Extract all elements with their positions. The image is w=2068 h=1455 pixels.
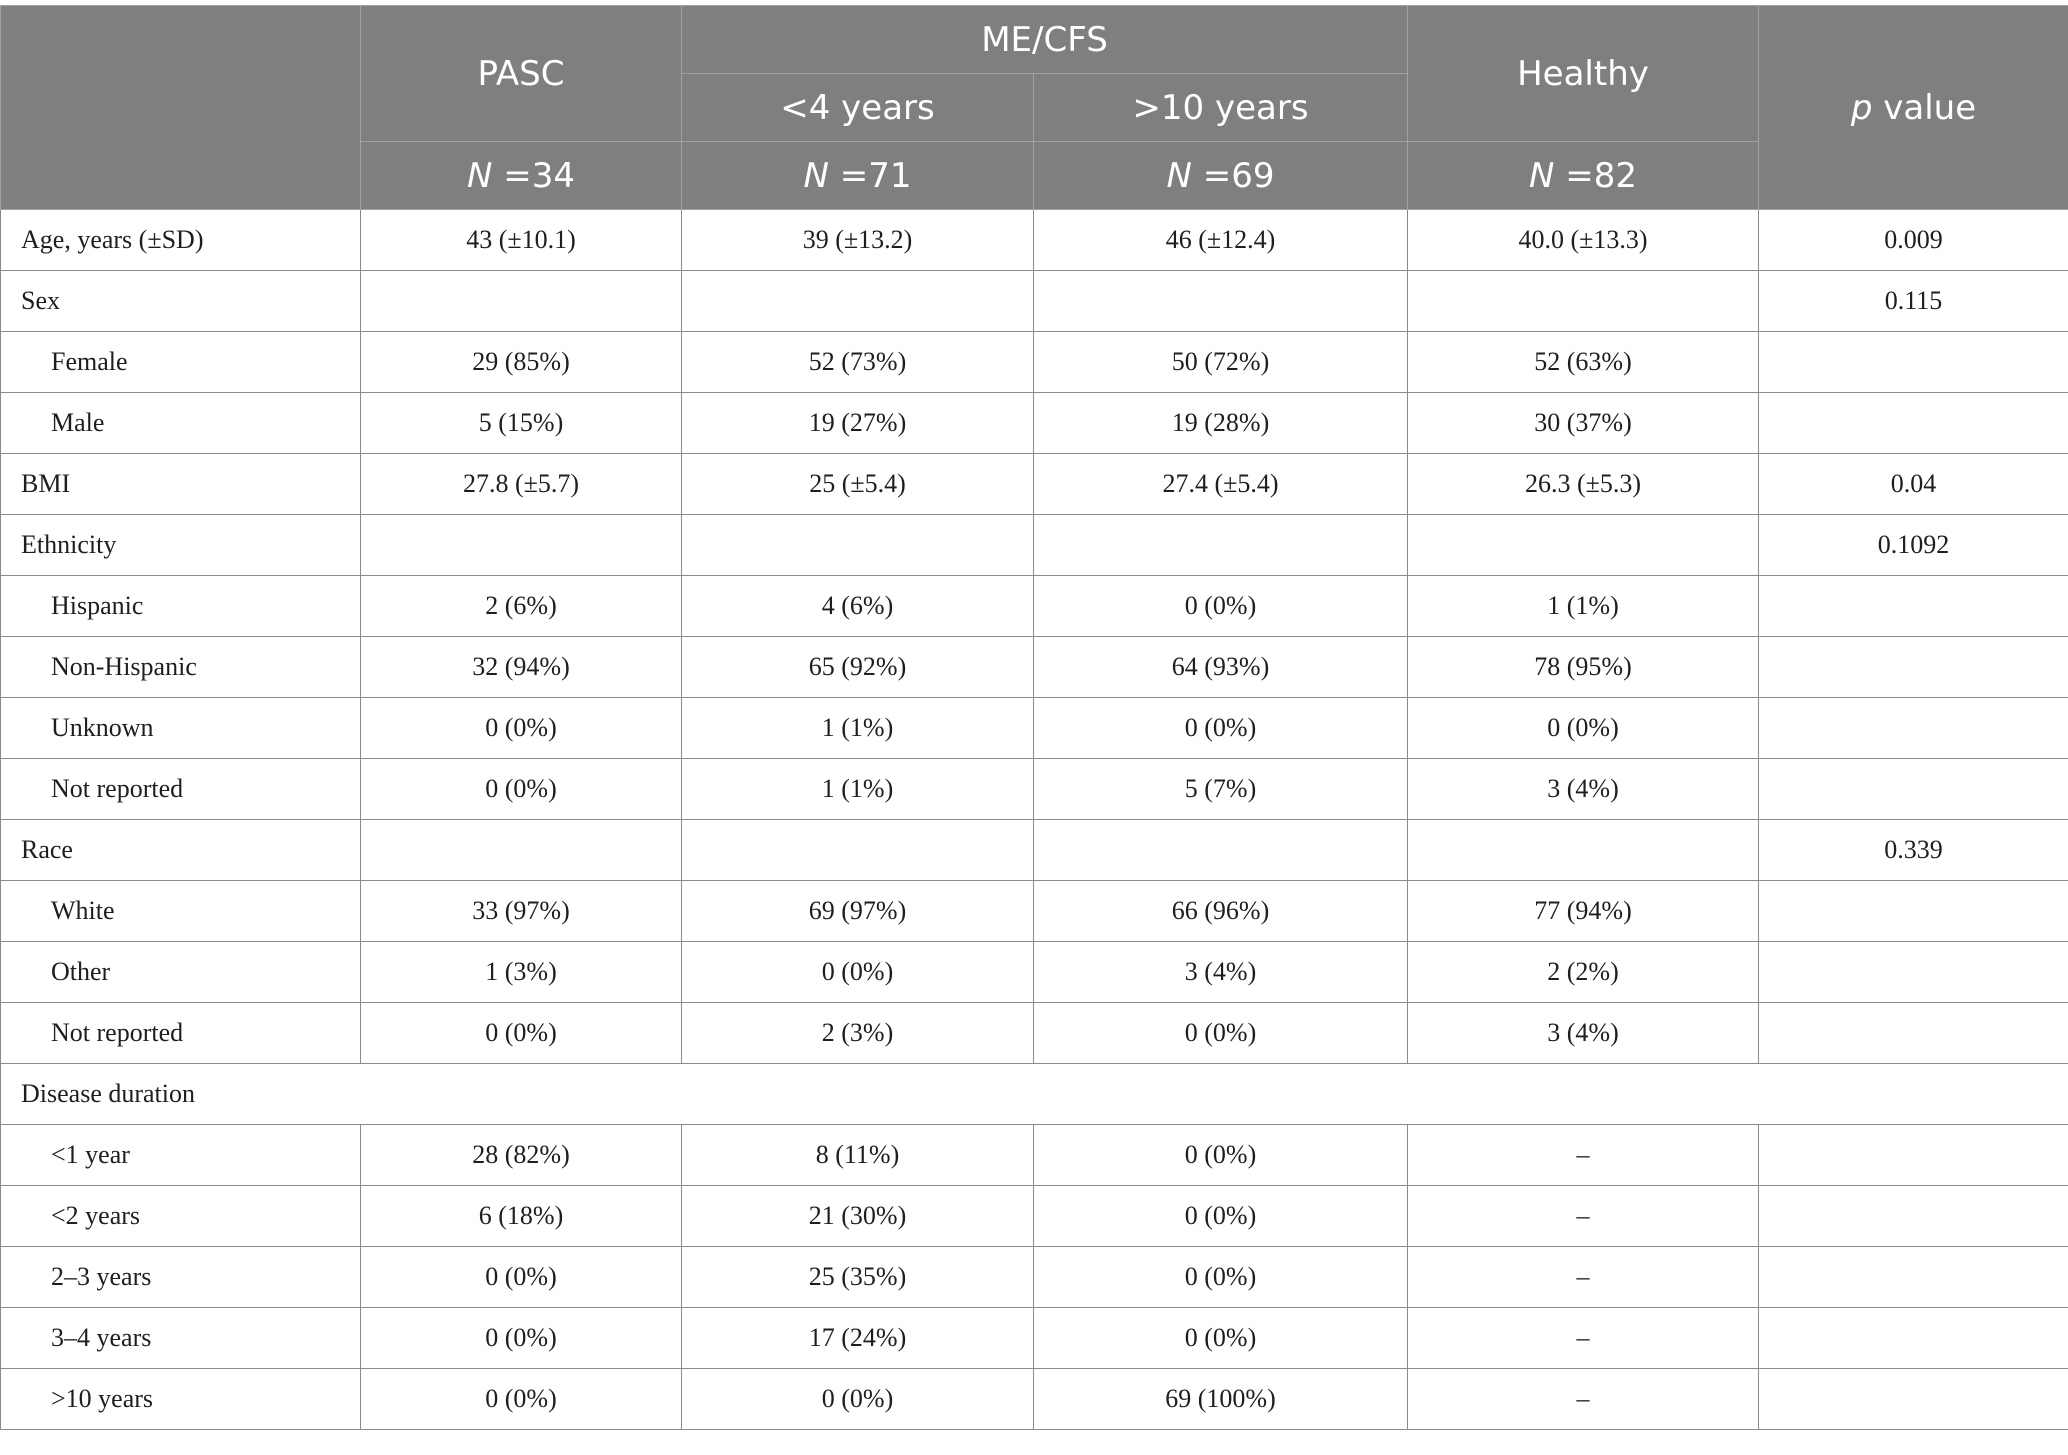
cell-pasc	[361, 820, 682, 881]
cell-p-value	[1759, 881, 2068, 942]
cell-pasc: 27.8 (±5.7)	[361, 454, 682, 515]
header-pasc: PASC	[361, 6, 682, 142]
cell-mecfs-short: 4 (6%)	[682, 576, 1034, 637]
cell-pasc: 0 (0%)	[361, 1003, 682, 1064]
n-value: =71	[828, 155, 912, 196]
cell-mecfs-short: 17 (24%)	[682, 1308, 1034, 1369]
cell-pasc: 0 (0%)	[361, 1369, 682, 1430]
cell-p-value	[1759, 393, 2068, 454]
cell-mecfs-short: 0 (0%)	[682, 942, 1034, 1003]
cell-mecfs-short: 25 (±5.4)	[682, 454, 1034, 515]
cell-mecfs-long: 27.4 (±5.4)	[1034, 454, 1408, 515]
cell-pasc: 32 (94%)	[361, 637, 682, 698]
cell-healthy	[1408, 820, 1759, 881]
section-label-disease-duration: Disease duration	[1, 1064, 2068, 1125]
cell-mecfs-short: 0 (0%)	[682, 1369, 1034, 1430]
cell-p-value: 0.009	[1759, 210, 2068, 271]
table-row	[1, 820, 2068, 881]
cell-p-value	[1759, 942, 2068, 1003]
table-row	[1, 637, 2068, 698]
cell-healthy	[1408, 515, 1759, 576]
cell-pasc: 43 (±10.1)	[361, 210, 682, 271]
table-row	[1, 1369, 2068, 1430]
demographics-table	[0, 5, 2068, 1430]
cell-p-value	[1759, 759, 2068, 820]
cell-mecfs-long: 0 (0%)	[1034, 1003, 1408, 1064]
cell-p-value	[1759, 576, 2068, 637]
cell-mecfs-short: 69 (97%)	[682, 881, 1034, 942]
row-label: BMI	[1, 454, 361, 515]
cell-pasc: 0 (0%)	[361, 1247, 682, 1308]
cell-p-value	[1759, 1186, 2068, 1247]
cell-healthy: 1 (1%)	[1408, 576, 1759, 637]
row-label: Race	[1, 820, 361, 881]
cell-mecfs-long: 0 (0%)	[1034, 1125, 1408, 1186]
row-label: Male	[1, 393, 361, 454]
cell-mecfs-long: 66 (96%)	[1034, 881, 1408, 942]
row-label: Not reported	[1, 1003, 361, 1064]
cell-healthy: 40.0 (±13.3)	[1408, 210, 1759, 271]
cell-p-value	[1759, 1369, 2068, 1430]
row-label: Non-Hispanic	[1, 637, 361, 698]
cell-healthy: 2 (2%)	[1408, 942, 1759, 1003]
cell-pasc: 0 (0%)	[361, 698, 682, 759]
header-mecfs: ME/CFS	[682, 6, 1408, 74]
cell-mecfs-long	[1034, 271, 1408, 332]
table-row	[1, 515, 2068, 576]
row-label: Unknown	[1, 698, 361, 759]
cell-p-value	[1759, 1247, 2068, 1308]
table-row	[1, 332, 2068, 393]
header-mecfs-long: >10 years	[1034, 74, 1408, 142]
cell-mecfs-short	[682, 271, 1034, 332]
cell-pasc: 6 (18%)	[361, 1186, 682, 1247]
cell-healthy: –	[1408, 1247, 1759, 1308]
cell-healthy: –	[1408, 1369, 1759, 1430]
cell-mecfs-short: 25 (35%)	[682, 1247, 1034, 1308]
header-n-pasc	[361, 142, 682, 210]
cell-p-value: 0.04	[1759, 454, 2068, 515]
cell-p-value	[1759, 698, 2068, 759]
cell-healthy: –	[1408, 1125, 1759, 1186]
cell-mecfs-short: 1 (1%)	[682, 698, 1034, 759]
cell-pasc	[361, 271, 682, 332]
row-label: >10 years	[1, 1369, 361, 1430]
header-blank-cell	[1, 6, 361, 210]
cell-mecfs-long: 0 (0%)	[1034, 1247, 1408, 1308]
header-n-short	[682, 142, 1034, 210]
cell-p-value	[1759, 637, 2068, 698]
cell-pasc: 0 (0%)	[361, 759, 682, 820]
table-header	[1, 6, 2068, 210]
row-label: 2–3 years	[1, 1247, 361, 1308]
n-value: =82	[1554, 155, 1637, 196]
cell-mecfs-long: 0 (0%)	[1034, 698, 1408, 759]
table-row	[1, 454, 2068, 515]
cell-mecfs-short: 19 (27%)	[682, 393, 1034, 454]
cell-mecfs-long: 5 (7%)	[1034, 759, 1408, 820]
cell-pasc: 0 (0%)	[361, 1308, 682, 1369]
n-letter: N	[1166, 155, 1192, 196]
table-row	[1, 1064, 2068, 1125]
cell-mecfs-short: 1 (1%)	[682, 759, 1034, 820]
table-row	[1, 393, 2068, 454]
table-row	[1, 210, 2068, 271]
table-row	[1, 881, 2068, 942]
cell-p-value: 0.1092	[1759, 515, 2068, 576]
table-row	[1, 1247, 2068, 1308]
cell-mecfs-short	[682, 515, 1034, 576]
cell-mecfs-long: 0 (0%)	[1034, 1186, 1408, 1247]
n-letter: N	[467, 155, 493, 196]
cell-pasc	[361, 515, 682, 576]
table-row	[1, 1186, 2068, 1247]
cell-p-value	[1759, 1003, 2068, 1064]
table-body	[1, 210, 2068, 1430]
table-row	[1, 759, 2068, 820]
header-n-healthy	[1408, 142, 1759, 210]
cell-mecfs-long: 69 (100%)	[1034, 1369, 1408, 1430]
table-row	[1, 271, 2068, 332]
n-letter: N	[803, 155, 829, 196]
row-label: Sex	[1, 271, 361, 332]
cell-p-value: 0.339	[1759, 820, 2068, 881]
cell-healthy: 30 (37%)	[1408, 393, 1759, 454]
cell-mecfs-short: 65 (92%)	[682, 637, 1034, 698]
row-label: Other	[1, 942, 361, 1003]
table-row	[1, 942, 2068, 1003]
cell-healthy: 26.3 (±5.3)	[1408, 454, 1759, 515]
p-letter: p	[1850, 87, 1873, 128]
row-label: 3–4 years	[1, 1308, 361, 1369]
table-row	[1, 1308, 2068, 1369]
cell-p-value	[1759, 1125, 2068, 1186]
value-word: value	[1872, 87, 1977, 128]
cell-p-value	[1759, 332, 2068, 393]
cell-healthy: 78 (95%)	[1408, 637, 1759, 698]
n-value: =69	[1191, 155, 1275, 196]
header-mecfs-short: <4 years	[682, 74, 1034, 142]
cell-healthy: 0 (0%)	[1408, 698, 1759, 759]
cell-mecfs-long: 46 (±12.4)	[1034, 210, 1408, 271]
cell-healthy: 3 (4%)	[1408, 1003, 1759, 1064]
cell-p-value	[1759, 1308, 2068, 1369]
cell-mecfs-long: 3 (4%)	[1034, 942, 1408, 1003]
header-healthy: Healthy	[1408, 6, 1759, 142]
table-row	[1, 1003, 2068, 1064]
row-label: Not reported	[1, 759, 361, 820]
n-letter: N	[1529, 155, 1555, 196]
cell-mecfs-short: 2 (3%)	[682, 1003, 1034, 1064]
cell-mecfs-long	[1034, 515, 1408, 576]
cell-mecfs-short: 52 (73%)	[682, 332, 1034, 393]
cell-healthy: –	[1408, 1186, 1759, 1247]
header-p-value	[1759, 6, 2068, 210]
row-label: <1 year	[1, 1125, 361, 1186]
cell-healthy: 3 (4%)	[1408, 759, 1759, 820]
cell-healthy: 77 (94%)	[1408, 881, 1759, 942]
cell-mecfs-long: 0 (0%)	[1034, 576, 1408, 637]
table-row	[1, 576, 2068, 637]
table-row	[1, 698, 2068, 759]
row-label: Female	[1, 332, 361, 393]
row-label: Ethnicity	[1, 515, 361, 576]
cell-pasc: 2 (6%)	[361, 576, 682, 637]
row-label: White	[1, 881, 361, 942]
cell-mecfs-long: 19 (28%)	[1034, 393, 1408, 454]
cell-mecfs-long: 0 (0%)	[1034, 1308, 1408, 1369]
n-value: =34	[492, 155, 575, 196]
cell-healthy: –	[1408, 1308, 1759, 1369]
cell-pasc: 28 (82%)	[361, 1125, 682, 1186]
row-label: Hispanic	[1, 576, 361, 637]
row-label: Age, years (±SD)	[1, 210, 361, 271]
cell-mecfs-short: 39 (±13.2)	[682, 210, 1034, 271]
cell-p-value: 0.115	[1759, 271, 2068, 332]
row-label: <2 years	[1, 1186, 361, 1247]
cell-pasc: 29 (85%)	[361, 332, 682, 393]
cell-mecfs-short	[682, 820, 1034, 881]
cell-pasc: 33 (97%)	[361, 881, 682, 942]
cell-mecfs-short: 21 (30%)	[682, 1186, 1034, 1247]
cell-mecfs-long: 50 (72%)	[1034, 332, 1408, 393]
cell-mecfs-short: 8 (11%)	[682, 1125, 1034, 1186]
cell-mecfs-long	[1034, 820, 1408, 881]
cell-healthy: 52 (63%)	[1408, 332, 1759, 393]
cell-pasc: 5 (15%)	[361, 393, 682, 454]
cell-mecfs-long: 64 (93%)	[1034, 637, 1408, 698]
header-n-long	[1034, 142, 1408, 210]
cell-pasc: 1 (3%)	[361, 942, 682, 1003]
cell-healthy	[1408, 271, 1759, 332]
table-row	[1, 1125, 2068, 1186]
